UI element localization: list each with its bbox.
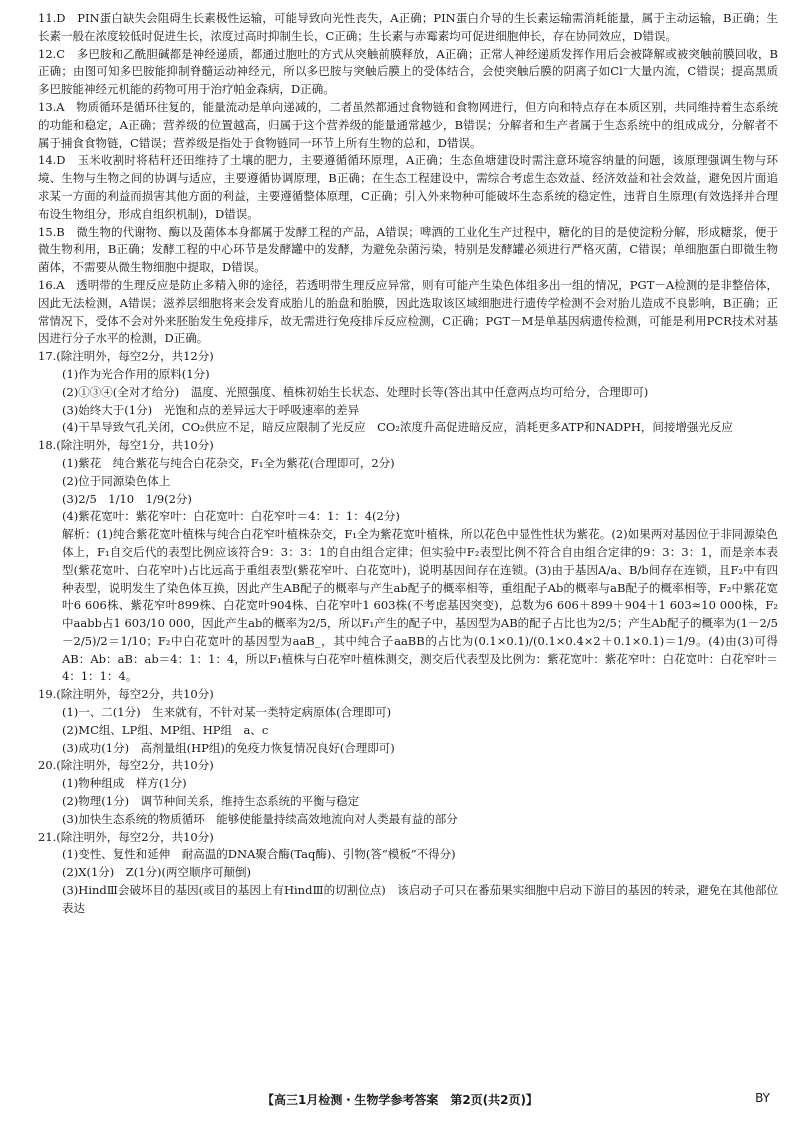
answer-21 [38, 829, 778, 918]
answer-text: 13.A 物质循环是循环往复的，能量流动是单向递减的，二者虽然都通过食物链和食物网进行，但方向和特点存在本质区别，共同维持着生态系统的功能和稳定，A正确；营养级的位置越高，归属于这个营养级的能量通常越少，B错误；分解者和生产者属于生态系统中的组成成分，分解者不属于捕食食物链，C错误；营养级是指处于食物链同一环节上所有生物的总和，D错误。 [38, 99, 778, 150]
answer-11 [38, 10, 778, 46]
answer-16 [38, 277, 778, 348]
answer-17 [38, 348, 778, 437]
footer-title: 【高三1月检测・生物学参考答案 第2页(共2页)】 [261, 1093, 539, 1107]
question-header: 18.(除注明外，每空1分，共10分) [38, 438, 214, 453]
sub-answer: (1)一、二(1分) 生来就有，不针对某一类特定病原体(合理即可) [62, 705, 392, 720]
sub-answer: (3)2/5 1/10 1/9(2分) [62, 491, 192, 506]
answer-19 [38, 686, 778, 757]
sub-answer: (3)成功(1分) 高剂量组(HP组)的免疫力恢复情况良好(合理即可) [62, 740, 395, 755]
sub-answer: (4)干旱导致气孔关闭，CO₂供应不足，暗反应限制了光反应 CO₂浓度升高促进暗反应，消耗更多ATP和NADPH，间接增强光反应 [62, 420, 733, 435]
sub-answer: (1)紫花 纯合紫花与纯合白花杂交，F₁全为紫花(合理即可，2分) [62, 455, 395, 470]
answer-page [38, 10, 778, 918]
answer-text: 14.D 玉米收割时将秸秆还田维持了土壤的肥力，主要遵循循环原理，A正确；生态鱼塘建设时需注意环境容纳量的问题，该原理强调生物与环境、生物与生物之间的协调与适应，主要遵循协调原理，B正确；在生态工程建设中，需综合考虑生态效益、经济效益和社会效益，避免因片面追求某一方面的利益而损害其他方面的利益，主要遵循整体原理，C正确；引入外来物种可能破坏生态系统的稳定性，违背自生原理(有效选择并合理布设生物组分，形成自组织机制)，D错误。 [38, 153, 778, 221]
sub-answer: (2)物理(1分) 调节种间关系，维持生态系统的平衡与稳定 [62, 794, 360, 809]
answer-15 [38, 224, 778, 277]
answer-20 [38, 757, 778, 828]
sub-answer: (2)①③④(全对才给分) 温度、光照强度、植株初始生长状态、处理时长等(答出其中任意两点均可给分，合理即可) [62, 384, 649, 399]
sub-answer: (2)MC组、LP组、MP组、HP组 a、c [62, 722, 269, 737]
question-header: 20.(除注明外，每空2分，共10分) [38, 758, 214, 773]
sub-answer: (4)紫花宽叶：紫花窄叶：白花宽叶：白花窄叶＝4：1：1：4(2分) [62, 509, 400, 524]
sub-answer: (1)物种组成 样方(1分) [62, 776, 187, 791]
answer-text: 15.B 微生物的代谢物、酶以及菌体本身都属于发酵工程的产品，A错误；啤酒的工业化生产过程中，糖化的目的是使淀粉分解，形成糖浆，便于微生物利用，B正确；发酵工程的中心环节是发酵罐中的发酵，为避免杂菌污染，特别是发酵罐必须进行严格灭菌，C错误；单细胞蛋白即微生物菌体，不需要从微生物细胞中提取，D错误。 [38, 224, 778, 275]
question-header: 21.(除注明外，每空2分，共10分) [38, 829, 214, 844]
explanation: 解析：(1)纯合紫花宽叶植株与纯合白花窄叶植株杂交，F₁全为紫花宽叶植株，所以花色中显性性状为紫花。(2)如果两对基因位于非同源染色体上，F₁自交后代的表型比例应该符合9：3：3：1的自由组合定律；但实验中F₂表型比例不符合自由组合定律的9：3：3：1，而是亲本表型(紫花宽叶、白花窄叶)占比远高于重组表型(紫花窄叶、白花宽叶)，说明基因间存在连锁。(3)由于基因A/a、B/b间存在连锁，且F₂中有四种表型，说明发生了染色体互换，因此产生AB配子的概率与产生ab配子的概率相等，重组配子Ab的概率与aB配子的概率相等，F₂中紫花宽叶6 606株、紫花窄叶899株、白花宽叶904株、白花窄叶1 603株(不考虑基因突变)，总数为6 606＋899＋904＋1 603≈10 000株，F₂中aabb占1 603/10 000，因此产生ab的概率为2/5，所以F₁产生的配子中，基因型为AB的配子占比也为2/5；产生Ab配子的概率为(1－2/5－2/5)/2＝1/10；F₂中白花宽叶的基因型为aaB_，其中纯合子aaBB的占比为(0.1×0.1)/(0.1×0.4×2＋0.1×0.1)＝1/9。(4)由(3)可得AB：Ab：aB：ab＝4：1：1：4，所以F₁植株与白花窄叶植株测交，测交后代表型及比例为：紫花宽叶：紫花窄叶：白花宽叶：白花窄叶＝4：1：1：4。 [62, 527, 778, 684]
answer-14 [38, 152, 778, 223]
answer-13 [38, 99, 778, 152]
answer-text: 12.C 多巴胺和乙酰胆碱都是神经递质，都通过胞吐的方式从突触前膜释放，A正确；正常人神经递质发挥作用后会被降解或被突触前膜回收，B正确；由图可知多巴胺能抑制脊髓运动神经元，所以多巴胺与突触后膜上的受体结合，会使突触后膜的阴离子如Cl⁻大量内流，C错误；提高黑质多巴胺能神经元机能的药物可用于治疗帕金森病，D正确。 [38, 46, 778, 97]
answer-text: 16.A 透明带的生理反应是防止多精入卵的途径，若透明带生理反应异常，则有可能产生染色体组多出一组的情况，PGT－A检测的是非整倍体，因此无法检测，A错误；滋养层细胞将来会发育成胎儿的胎盘和胎膜，因此选取该区域细胞进行遗传学检测不会对胎儿造成不良影响，B正确；正常情况下，受体不会对外来胚胎发生免疫排斥，故无需进行免疫排斥反应检测，C正确；PGT－M是单基因病遗传检测，可能是利用PCR技术对基因进行分子水平的检测，D正确。 [38, 277, 778, 346]
sub-answer: (1)变性、复性和延伸 耐高温的DNA聚合酶(Taq酶)、引物(答“模板”不得分) [62, 847, 456, 862]
footer-code: BY [755, 1091, 770, 1105]
sub-answer: (2)X(1分) Z(1分)(两空顺序可颠倒) [62, 865, 252, 880]
sub-answer: (3)加快生态系统的物质循环 能够使能量持续高效地流向对人类最有益的部分 [62, 811, 458, 826]
answer-18 [38, 437, 778, 686]
sub-answer: (2)位于同源染色体上 [62, 473, 171, 488]
sub-answer: (3)HindⅢ会破坏目的基因(或目的基因上有HindⅢ的切割位点) 该启动子可只在番茄果实细胞中启动下游目的基因的转录，避免在其他部位表达 [62, 883, 778, 915]
question-header: 19.(除注明外，每空2分，共10分) [38, 687, 214, 702]
sub-answer: (3)始终大于(1分) 光饱和点的差异远大于呼吸速率的差异 [62, 402, 360, 417]
question-header: 17.(除注明外，每空2分，共12分) [38, 349, 214, 364]
sub-answer: (1)作为光合作用的原料(1分) [62, 366, 210, 381]
answer-text: 11.D PIN蛋白缺失会阻碍生长素极性运输，可能导致向光性丧失，A正确；PIN蛋白介导的生长素运输需消耗能量，属于主动运输，B正确；生长素一般在浓度较低时促进生长，浓度过高时抑制生长，C正确；生长素与赤霉素均可促进细胞伸长，存在协同效应，D错误。 [38, 11, 778, 43]
answer-12 [38, 46, 778, 99]
